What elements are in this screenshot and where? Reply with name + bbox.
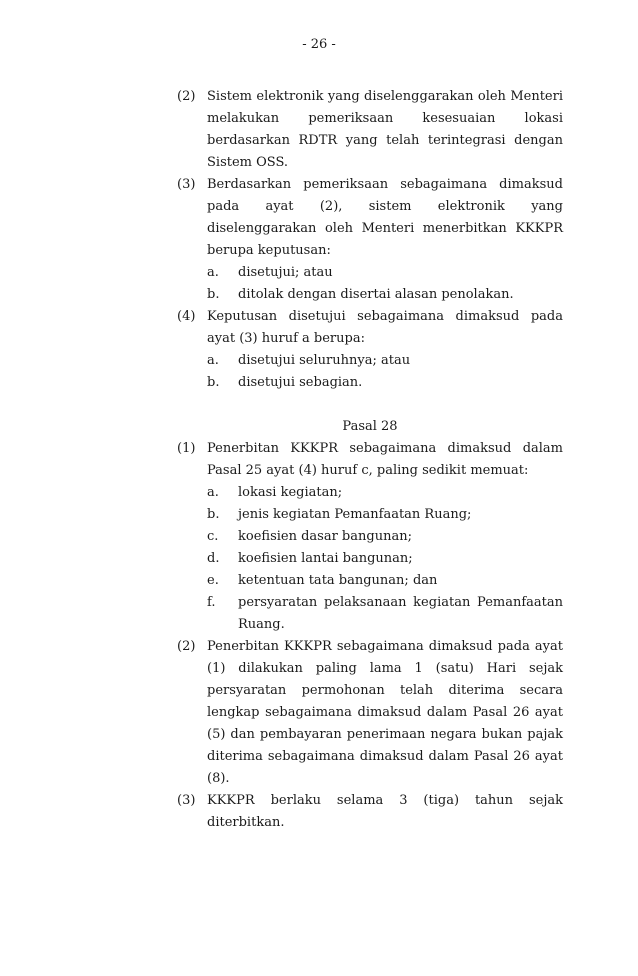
- huruf-text: lokasi kegiatan;: [238, 485, 343, 500]
- ayat-number: (2): [177, 639, 196, 654]
- ayat-item: [177, 636, 563, 790]
- huruf-item: [207, 372, 563, 394]
- huruf-letter: b.: [207, 507, 220, 522]
- huruf-text: disetujui sebagian.: [238, 375, 363, 390]
- ayat-item: [177, 306, 563, 394]
- huruf-item: [207, 592, 563, 636]
- huruf-item: [207, 350, 563, 372]
- huruf-letter: a.: [207, 353, 219, 368]
- ayat-item: [177, 86, 563, 174]
- huruf-item: [207, 570, 563, 592]
- huruf-item: [207, 548, 563, 570]
- huruf-text: persyaratan pelaksanaan kegiatan Pemanfaatan Ruang.: [238, 595, 563, 632]
- huruf-item: [207, 526, 563, 548]
- section-spacer: [177, 394, 563, 416]
- huruf-text: ketentuan tata bangunan; dan: [238, 573, 438, 588]
- ayat-text: Berdasarkan pemeriksaan sebagaimana dimaksud pada ayat (2), sistem elektronik yang diselenggarakan oleh Menteri menerbitkan KKKPR berupa keputusan:: [207, 177, 563, 258]
- huruf-text: ditolak dengan disertai alasan penolakan.: [238, 287, 514, 302]
- huruf-letter: c.: [207, 529, 219, 544]
- huruf-letter: a.: [207, 265, 219, 280]
- huruf-letter: e.: [207, 573, 219, 588]
- huruf-letter: b.: [207, 287, 220, 302]
- ayat-number: (3): [177, 177, 196, 192]
- huruf-text: koefisien dasar bangunan;: [238, 529, 412, 544]
- ayat-text: Keputusan disetujui sebagaimana dimaksud pada ayat (3) huruf a berupa:: [207, 309, 563, 346]
- ayat-number: (1): [177, 441, 196, 456]
- ayat-item: [177, 174, 563, 306]
- ayat-text: Penerbitan KKKPR sebagaimana dimaksud pada ayat (1) dilakukan paling lama 1 (satu) Hari sejak persyaratan permohonan telah diterima secara lengkap sebagaimana dimaksud dalam Pasal 26 ayat (5) dan pembayaran penerimaan negara bukan pajak diterima sebagaimana dimaksud dalam Pasal 26 ayat (8).: [207, 639, 563, 786]
- huruf-letter: d.: [207, 551, 220, 566]
- huruf-item: [207, 284, 563, 306]
- page-number: - 26 -: [302, 37, 336, 52]
- ayat-number: (2): [177, 89, 196, 104]
- huruf-letter: b.: [207, 375, 220, 390]
- ayat-text: Penerbitan KKKPR sebagaimana dimaksud dalam Pasal 25 ayat (4) huruf c, paling sedikit memuat:: [207, 441, 563, 478]
- ayat-number: (4): [177, 309, 196, 324]
- huruf-letter: a.: [207, 485, 219, 500]
- huruf-item: [207, 504, 563, 526]
- huruf-text: jenis kegiatan Pemanfaatan Ruang;: [238, 507, 472, 522]
- huruf-item: [207, 262, 563, 284]
- huruf-item: [207, 482, 563, 504]
- huruf-text: koefisien lantai bangunan;: [238, 551, 413, 566]
- huruf-text: disetujui; atau: [238, 265, 333, 280]
- ayat-text: Sistem elektronik yang diselenggarakan oleh Menteri melakukan pemeriksaan kesesuaian lokasi berdasarkan RDTR yang telah terintegrasi dengan Sistem OSS.: [207, 89, 563, 170]
- huruf-letter: f.: [207, 595, 216, 610]
- ayat-text: KKKPR berlaku selama 3 (tiga) tahun sejak diterbitkan.: [207, 793, 563, 830]
- document-body: [177, 86, 563, 834]
- pasal-heading: Pasal 28: [342, 419, 398, 434]
- ayat-item: [177, 790, 563, 834]
- ayat-number: (3): [177, 793, 196, 808]
- ayat-item: [177, 438, 563, 636]
- huruf-text: disetujui seluruhnya; atau: [238, 353, 411, 368]
